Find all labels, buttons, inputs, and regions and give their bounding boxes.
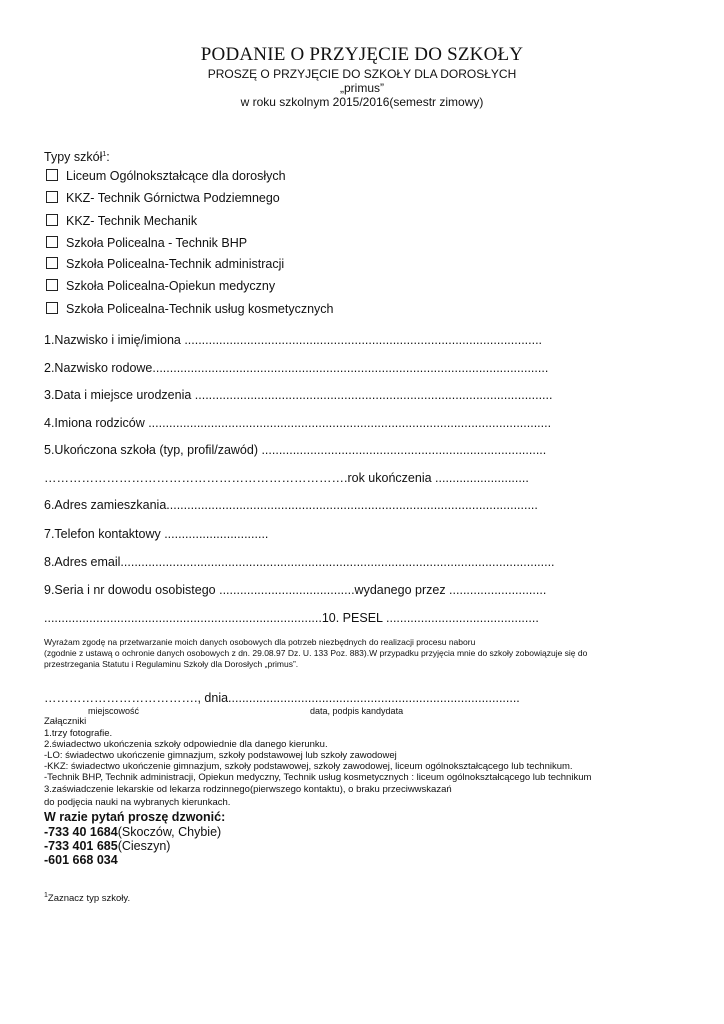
- field-maiden-name[interactable]: 2.Nazwisko rodowe..................................................................................................................: [44, 361, 549, 375]
- checkbox-icon[interactable]: [46, 257, 58, 269]
- field-id-card[interactable]: 9.Seria i nr dowodu osobistego .......................................wydanego przez ............................: [44, 583, 547, 597]
- date-caption: data, podpis kandydata: [310, 706, 404, 716]
- attachment-item: 1.trzy fotografie.: [44, 728, 113, 739]
- attachment-item: -Technik BHP, Technik administracji, Opiekun medyczny, Technik usług kosmetycznych : liceum ogólnokształcącego lub technikum: [44, 772, 592, 783]
- phone-number[interactable]: -733 401 685: [44, 839, 118, 853]
- field-phone[interactable]: 7.Telefon kontaktowy ..............................: [44, 527, 269, 541]
- contact-phone[interactable]: [44, 853, 118, 867]
- consent-line-3: przestrzegania Statutu i Regulaminu Szkoły dla Dorosłych „primus”.: [44, 659, 299, 669]
- school-option-administracja[interactable]: [46, 257, 284, 271]
- footnote: [44, 892, 130, 904]
- contact-phone[interactable]: [44, 839, 170, 853]
- field-completed-school[interactable]: 5.Ukończona szkoła (typ, profil/zawód) ..................................................................................: [44, 443, 547, 457]
- page-title: PODANIE O PRZYJĘCIE DO SZKOŁY: [200, 44, 524, 65]
- school-types-label-colon: :: [106, 150, 110, 164]
- field-pesel[interactable]: ................................................................................10. PESEL ............................................: [44, 611, 539, 625]
- phone-number[interactable]: -601 668 034: [44, 853, 118, 867]
- contact-heading: W razie pytań proszę dzwonić:: [44, 810, 226, 824]
- footnote-mark: 1: [44, 892, 48, 899]
- field-surname-name[interactable]: 1.Nazwisko i imię/imiona .......................................................................................................: [44, 333, 543, 347]
- school-name: „primus”: [340, 81, 384, 95]
- footnote-text: Zaznacz typ szkoły.: [47, 893, 131, 905]
- school-option-label: KKZ- Technik Mechanik: [66, 214, 198, 228]
- attachment-item: do podjęcia nauki na wybranych kierunkach.: [44, 797, 231, 808]
- phone-number[interactable]: -733 40 1684: [44, 825, 118, 839]
- school-option-kosmetyka[interactable]: [46, 302, 334, 316]
- footnote-mark: 1: [102, 150, 107, 158]
- attachment-item: -KKZ: świadectwo ukończenie gimnazjum, szkoły podstawowej, szkoły zawodowej, liceum ogólnokształcącego lub technikum.: [44, 761, 573, 772]
- attachment-item: -LO: świadectwo ukończenie gimnazjum, szkoły podstawowej lub szkoły zawodowej: [44, 750, 397, 761]
- school-option-lo[interactable]: [46, 169, 286, 183]
- school-option-label: Szkoła Policealna - Technik BHP: [66, 236, 248, 250]
- school-year: w roku szkolnym 2015/2016(semestr zimowy): [240, 95, 484, 109]
- phone-place: (Skoczów, Chybie): [117, 825, 222, 839]
- school-option-label: Liceum Ogólnokształcące dla dorosłych: [66, 169, 286, 183]
- checkbox-icon[interactable]: [46, 214, 58, 226]
- school-types-label-text: Typy szkół: [44, 150, 103, 164]
- checkbox-icon[interactable]: [46, 279, 58, 291]
- school-option-label: Szkoła Policealna-Technik administracji: [66, 257, 285, 271]
- checkbox-icon[interactable]: [46, 191, 58, 203]
- attachment-item: 3.zaświadczenie lekarskie od lekarza rodzinnego(pierwszego kontaktu), o braku przeciwwskazań: [44, 784, 452, 795]
- school-types-label: [44, 150, 110, 164]
- field-graduation-year[interactable]: ……………………………………………………………….rok ukończenia ...........................: [44, 471, 529, 485]
- page-subtitle: PROSZĘ O PRZYJĘCIE DO SZKOŁY DLA DOROSŁYCH: [207, 67, 517, 81]
- contact-phone[interactable]: [44, 825, 221, 839]
- consent-line-1: Wyrażam zgodę na przetwarzanie moich danych osobowych dla potrzeb niezbędnych do realizacji procesu naboru: [44, 637, 476, 647]
- attachment-item: 2.świadectwo ukończenia szkoły odpowiednie dla danego kierunku.: [44, 739, 328, 750]
- school-option-label: Szkoła Policealna-Technik usług kosmetycznych: [66, 302, 334, 316]
- field-parents-names[interactable]: 4.Imiona rodziców ....................................................................................................................: [44, 416, 552, 430]
- attachments-heading: Załączniki: [44, 716, 87, 727]
- school-option-kkz-mechanik[interactable]: [46, 214, 197, 228]
- phone-place: (Cieszyn): [117, 839, 171, 853]
- checkbox-icon[interactable]: [46, 169, 58, 181]
- field-birth-date-place[interactable]: 3.Data i miejsce urodzenia .......................................................................................................: [44, 388, 553, 402]
- field-email[interactable]: 8.Adres email.............................................................................................................................: [44, 555, 555, 569]
- school-option-label: KKZ- Technik Górnictwa Podziemnego: [66, 191, 280, 205]
- field-address[interactable]: 6.Adres zamieszkania...........................................................................................................: [44, 498, 538, 512]
- place-caption: miejscowość: [88, 706, 140, 716]
- signature-line[interactable]: ………………………………., dnia....................................................................................: [44, 691, 520, 705]
- school-option-opiekun[interactable]: [46, 279, 275, 293]
- checkbox-icon[interactable]: [46, 302, 58, 314]
- school-option-kkz-gornictwo[interactable]: [46, 191, 280, 205]
- school-option-label: Szkoła Policealna-Opiekun medyczny: [66, 279, 276, 293]
- school-option-bhp[interactable]: [46, 236, 247, 250]
- consent-line-2: (zgodnie z ustawą o ochronie danych osobowych z dn. 29.08.97 Dz. U. 133 Poz. 883).W przypadku przyjęcia mnie do szkoły zobowiązuje się do: [44, 648, 588, 658]
- checkbox-icon[interactable]: [46, 236, 58, 248]
